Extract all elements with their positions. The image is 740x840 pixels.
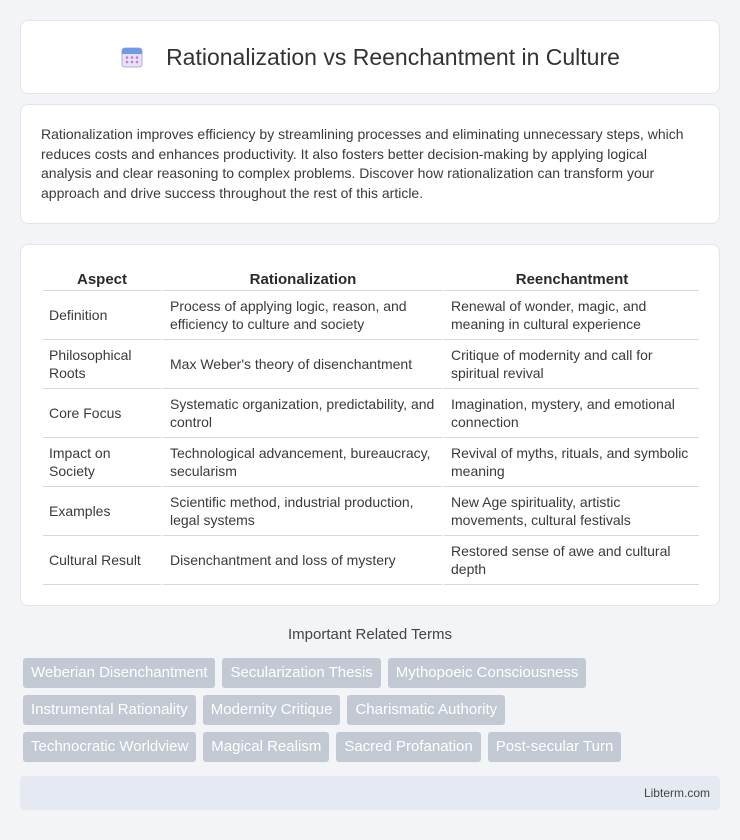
table-row (43, 389, 699, 438)
tag-modernity-critique[interactable]: Modernity Critique (203, 695, 341, 725)
calendar-icon (120, 45, 144, 69)
tag-secularization-thesis[interactable]: Secularization Thesis (222, 658, 380, 688)
cell-reenchantment: Revival of myths, rituals, and symbolic meaning (442, 438, 699, 487)
table-row (43, 438, 699, 487)
tag-post-secular-turn[interactable]: Post-secular Turn (488, 732, 622, 762)
tag-row (23, 695, 723, 725)
related-terms-list (23, 658, 723, 769)
header-reenchantment: Reenchantment (442, 265, 699, 291)
tag-technocratic-worldview[interactable]: Technocratic Worldview (23, 732, 196, 762)
cell-reenchantment: Renewal of wonder, magic, and meaning in cultural experience (442, 291, 699, 340)
cell-reenchantment: New Age spirituality, artistic movements, cultural festivals (442, 487, 699, 536)
tag-mythopoeic-consciousness[interactable]: Mythopoeic Consciousness (388, 658, 587, 688)
tag-magical-realism[interactable]: Magical Realism (203, 732, 329, 762)
cell-rationalization: Technological advancement, bureaucracy, secularism (161, 438, 442, 487)
cell-reenchantment: Imagination, mystery, and emotional connection (442, 389, 699, 438)
page-title: Rationalization vs Reenchantment in Culture (166, 43, 620, 70)
table-header-row (43, 265, 699, 291)
cell-rationalization: Systematic organization, predictability, and control (161, 389, 442, 438)
cell-reenchantment: Critique of modernity and call for spiritual revival (442, 340, 699, 389)
tag-row (23, 732, 723, 762)
comparison-card (20, 244, 720, 606)
cell-rationalization: Max Weber's theory of disenchantment (161, 340, 442, 389)
comparison-table (43, 265, 699, 585)
table-row (43, 487, 699, 536)
intro-card (20, 104, 720, 224)
table-row (43, 536, 699, 585)
table-row (43, 291, 699, 340)
header-aspect: Aspect (43, 265, 161, 291)
table-row (43, 340, 699, 389)
tag-instrumental-rationality[interactable]: Instrumental Rationality (23, 695, 196, 725)
tag-sacred-profanation[interactable]: Sacred Profanation (336, 732, 480, 762)
cell-rationalization: Process of applying logic, reason, and efficiency to culture and society (161, 291, 442, 340)
cell-rationalization: Disenchantment and loss of mystery (161, 536, 442, 585)
cell-aspect: Impact on Society (43, 438, 161, 487)
footer (20, 776, 720, 810)
cell-aspect: Core Focus (43, 389, 161, 438)
cell-aspect: Philosophical Roots (43, 340, 161, 389)
tag-charismatic-authority[interactable]: Charismatic Authority (347, 695, 505, 725)
cell-aspect: Definition (43, 291, 161, 340)
tag-row (23, 658, 723, 688)
footer-site-link[interactable]: Libterm.com (643, 786, 710, 800)
header-rationalization: Rationalization (161, 265, 442, 291)
header-card (20, 20, 720, 94)
cell-reenchantment: Restored sense of awe and cultural depth (442, 536, 699, 585)
cell-aspect: Cultural Result (43, 536, 161, 585)
cell-aspect: Examples (43, 487, 161, 536)
tag-weberian-disenchantment[interactable]: Weberian Disenchantment (23, 658, 215, 688)
related-terms-title: Important Related Terms (288, 626, 452, 643)
cell-rationalization: Scientific method, industrial production, legal systems (161, 487, 442, 536)
intro-paragraph: Rationalization improves efficiency by streamlining processes and eliminating unnecessary steps, which reduces costs and enhances productivity. It also fosters better decision-making by applying logical analysis and clear reasoning to complex problems. Discover how rationalization can transform your approach and drive success throughout the rest of this article. (41, 126, 684, 201)
